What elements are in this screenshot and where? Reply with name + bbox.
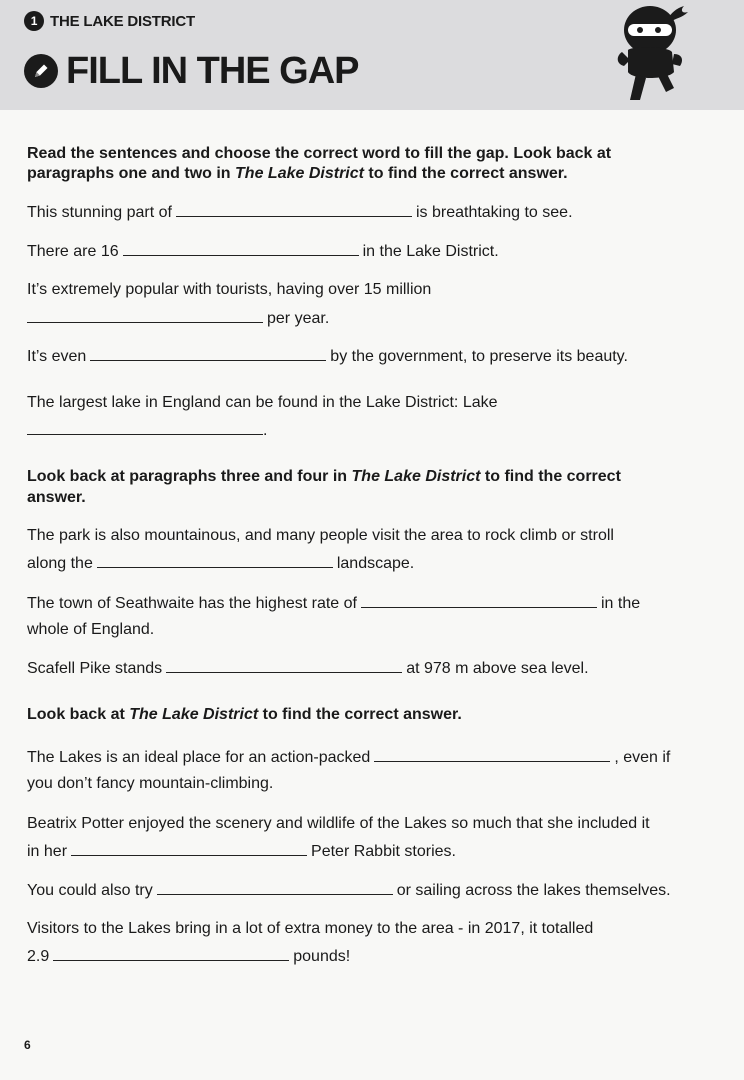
question-2: There are 16 in the Lake District. [27, 243, 499, 260]
chapter-title: THE LAKE DISTRICT [50, 12, 195, 30]
answer-gap-8[interactable] [166, 658, 402, 673]
answer-gap-1[interactable] [176, 202, 412, 217]
answer-gap-3[interactable] [27, 308, 263, 323]
question-1: This stunning part of is breathtaking to see. [27, 204, 573, 221]
section-title [24, 48, 359, 94]
question-6-line-1: The park is also mountainous, and many people visit the area to rock climb or stroll [27, 527, 614, 544]
answer-gap-6[interactable] [97, 553, 333, 568]
question-9-line-2: you don’t fancy mountain-climbing. [27, 775, 274, 792]
instruction-1-line-2: paragraphs one and two in The Lake District to find the correct answer. [27, 165, 568, 182]
question-5-line-1: The largest lake in England can be found in the Lake District: Lake [27, 394, 498, 411]
page-header [0, 0, 744, 110]
question-12-line-2: 2.9 pounds! [27, 948, 351, 965]
question-3-line-2: per year. [27, 308, 329, 329]
answer-gap-5[interactable] [27, 420, 263, 435]
chapter-heading [24, 10, 195, 32]
question-10-line-2: in her Peter Rabbit stories. [27, 843, 456, 860]
question-7-line-2: whole of England. [27, 621, 155, 638]
instruction-3: Look back at The Lake District to find the correct answer. [27, 706, 462, 723]
section-title-text: FILL IN THE GAP [66, 49, 359, 92]
answer-gap-10[interactable] [71, 841, 307, 856]
ninja-icon [612, 0, 692, 104]
question-8: Scafell Pike stands at 978 m above sea level. [27, 660, 589, 677]
question-4: It’s even by the government, to preserve its beauty. [27, 348, 628, 365]
question-12-line-1: Visitors to the Lakes bring in a lot of extra money to the area - in 2017, it totalled [27, 920, 594, 937]
instruction-1-line-1: Read the sentences and choose the correct word to fill the gap. Look back at [27, 145, 612, 162]
chapter-number-badge: 1 [24, 11, 44, 31]
question-6-line-2: along the landscape. [27, 555, 415, 572]
pencil-icon [24, 54, 58, 88]
question-11: You could also try or sailing across the lakes themselves. [27, 882, 671, 899]
question-10-line-1: Beatrix Potter enjoyed the scenery and wildlife of the Lakes so much that she included it [27, 815, 650, 832]
instruction-2-line-2: answer. [27, 489, 86, 506]
answer-gap-4[interactable] [90, 346, 326, 361]
answer-gap-2[interactable] [123, 241, 359, 256]
question-3-line-1: It’s extremely popular with tourists, having over 15 million [27, 281, 432, 298]
answer-gap-12[interactable] [53, 946, 289, 961]
answer-gap-7[interactable] [361, 593, 597, 608]
question-7-line-1: The town of Seathwaite has the highest rate of in the [27, 595, 641, 612]
question-5-line-2: . [27, 420, 267, 441]
page-number: 6 [24, 1038, 31, 1052]
answer-gap-9[interactable] [374, 747, 610, 762]
question-9-line-1: The Lakes is an ideal place for an action-packed , even if [27, 749, 671, 766]
instruction-2-line-1: Look back at paragraphs three and four in The Lake District to find the correct [27, 468, 621, 485]
answer-gap-11[interactable] [157, 880, 393, 895]
